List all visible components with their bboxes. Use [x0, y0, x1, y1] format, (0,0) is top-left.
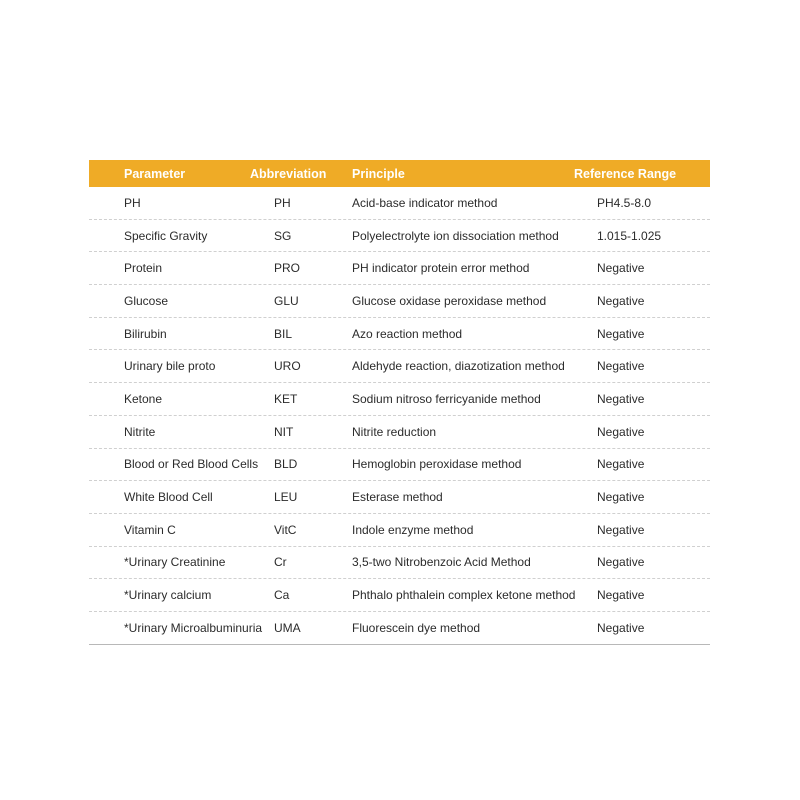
cell-reference-range: Negative	[597, 359, 645, 374]
table-row	[89, 449, 710, 482]
cell-abbreviation: Ca	[274, 588, 290, 603]
cell-abbreviation: SG	[274, 228, 292, 243]
cell-principle: Fluorescein dye method	[352, 620, 481, 635]
cell-abbreviation: NIT	[274, 424, 294, 439]
cell-principle: Azo reaction method	[352, 326, 463, 341]
cell-principle: Acid-base indicator method	[352, 195, 498, 210]
cell-parameter: Bilirubin	[124, 326, 167, 341]
cell-principle: Hemoglobin peroxidase method	[352, 457, 522, 472]
table-header-row	[89, 160, 710, 187]
table-row	[89, 252, 710, 285]
cell-principle: Aldehyde reaction, diazotization method	[352, 359, 565, 374]
cell-parameter: Glucose	[124, 293, 169, 308]
table-row	[89, 481, 710, 514]
cell-reference-range: Negative	[597, 457, 645, 472]
cell-abbreviation: BIL	[274, 326, 293, 341]
table-row	[89, 612, 710, 645]
cell-principle: Nitrite reduction	[352, 424, 437, 439]
cell-reference-range: Negative	[597, 391, 645, 406]
cell-parameter: *Urinary Microalbuminuria	[124, 620, 263, 635]
cell-principle: Sodium nitroso ferricyanide method	[352, 391, 541, 406]
header-parameter: Parameter	[124, 166, 186, 181]
cell-parameter: Nitrite	[124, 424, 156, 439]
cell-reference-range: Negative	[597, 620, 645, 635]
cell-parameter: PH	[124, 195, 141, 210]
cell-reference-range: Negative	[597, 424, 645, 439]
cell-parameter: Ketone	[124, 391, 163, 406]
cell-reference-range: Negative	[597, 588, 645, 603]
cell-principle: Esterase method	[352, 490, 443, 505]
table-row	[89, 220, 710, 253]
cell-reference-range: Negative	[597, 490, 645, 505]
parameter-table	[89, 160, 710, 645]
cell-reference-range: 1.015-1.025	[597, 228, 662, 243]
cell-parameter: Urinary bile proto	[124, 359, 216, 374]
cell-reference-range: Negative	[597, 326, 645, 341]
cell-abbreviation: LEU	[274, 490, 298, 505]
cell-abbreviation: Cr	[274, 555, 287, 570]
cell-parameter: Specific Gravity	[124, 228, 208, 243]
table-row	[89, 416, 710, 449]
cell-abbreviation: PRO	[274, 261, 301, 276]
table-row	[89, 514, 710, 547]
cell-principle: 3,5-two Nitrobenzoic Acid Method	[352, 555, 531, 570]
cell-parameter: Vitamin C	[124, 522, 176, 537]
header-principle: Principle	[352, 166, 405, 181]
cell-principle: Polyelectrolyte ion dissociation method	[352, 228, 559, 243]
cell-parameter: Blood or Red Blood Cells	[124, 457, 259, 472]
cell-principle: PH indicator protein error method	[352, 261, 530, 276]
table-row	[89, 547, 710, 580]
cell-reference-range: PH4.5-8.0	[597, 195, 652, 210]
table-body	[89, 187, 710, 645]
table-row	[89, 285, 710, 318]
cell-abbreviation: GLU	[274, 293, 299, 308]
cell-abbreviation: KET	[274, 391, 298, 406]
header-reference-range: Reference Range	[574, 166, 677, 181]
table-row	[89, 579, 710, 612]
cell-abbreviation: BLD	[274, 457, 298, 472]
table-row	[89, 383, 710, 416]
cell-reference-range: Negative	[597, 261, 645, 276]
cell-abbreviation: URO	[274, 359, 301, 374]
cell-abbreviation: UMA	[274, 620, 301, 635]
table-row	[89, 318, 710, 351]
cell-reference-range: Negative	[597, 555, 645, 570]
cell-reference-range: Negative	[597, 522, 645, 537]
cell-principle: Phthalo phthalein complex ketone method	[352, 588, 576, 603]
table-row	[89, 350, 710, 383]
cell-parameter: Protein	[124, 261, 163, 276]
cell-parameter: *Urinary Creatinine	[124, 555, 226, 570]
cell-abbreviation: PH	[274, 195, 291, 210]
cell-parameter: *Urinary calcium	[124, 588, 212, 603]
table-row	[89, 187, 710, 220]
cell-reference-range: Negative	[597, 293, 645, 308]
cell-parameter: White Blood Cell	[124, 490, 213, 505]
cell-principle: Glucose oxidase peroxidase method	[352, 293, 547, 308]
header-abbreviation: Abbreviation	[250, 166, 327, 181]
cell-abbreviation: VitC	[274, 522, 297, 537]
cell-principle: Indole enzyme method	[352, 522, 474, 537]
